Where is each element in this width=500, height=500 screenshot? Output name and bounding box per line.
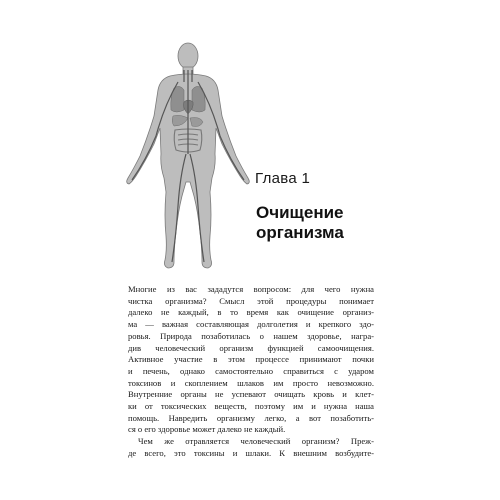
chapter-number: Глава 1 [255,170,311,187]
human-body-figure [118,36,258,276]
text-line: далеко не каждый, в то время как очищение организ- [128,307,374,318]
text-line: ма — важная составляющая долголетия и крепкого здо- [128,319,374,330]
text-line: Внутренние органы не успевают очищать кровь и клет- [128,389,374,400]
anatomy-illustration [118,36,258,276]
text-line: ся о его здоровье может далеко не каждый. [128,424,286,435]
text-line: Многие из вас зададутся вопросом: для чего нужна [128,284,374,294]
text-line: и печень, однако самостоятельно справиться с ударом [128,365,374,376]
text-line: Чем же отравляется человеческий организм? Преж- [138,436,374,447]
text-line: помощь. Навредить организму легко, а вот позаботить- [128,412,374,423]
paragraph-2 [128,436,374,459]
text-line: токсинов и скоплением шлаков им просто невозможно. [128,377,374,388]
text-line: Активное участие в этом процессе принимают почки [128,354,374,365]
body-text [128,284,374,460]
paragraph-1 [128,284,374,436]
text-line: ки от токсических веществ, поэтому им и нужна наша [128,401,374,412]
text-line: ровья. Природа позаботилась о нашем здоровье, награ- [128,330,374,341]
text-line: див человеческий организм функцией самоочищения. [128,342,374,353]
text-line: де всего, это токсины и шлаки. К внешним возбудите- [128,447,374,458]
text-line: чистка организма? Смысл этой процедуры понимает [128,295,374,306]
chapter-title [256,203,456,243]
chapter-title-line: Очищение [256,203,344,222]
chapter-title-line: организма [256,223,344,242]
